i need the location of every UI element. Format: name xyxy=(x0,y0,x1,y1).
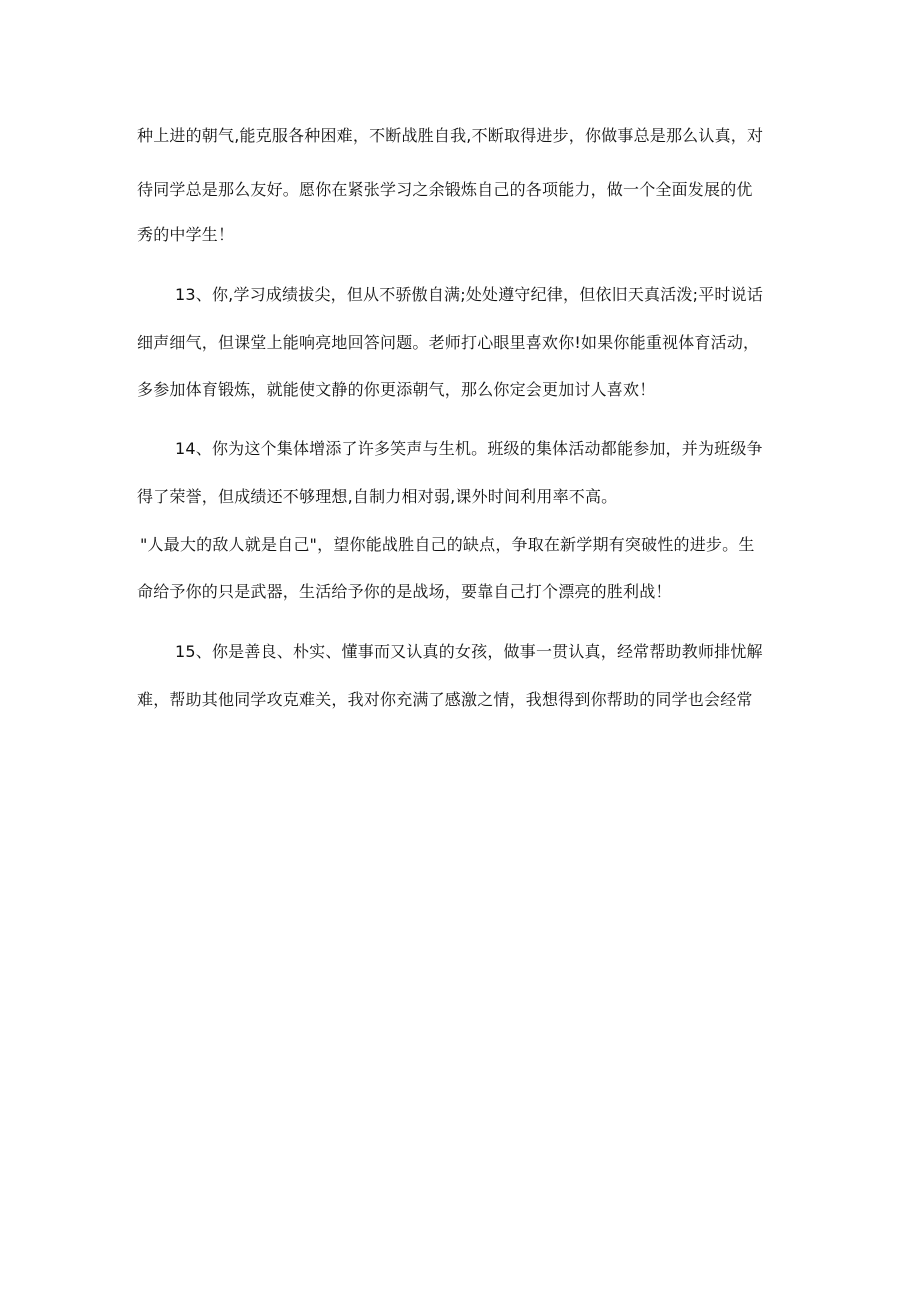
text-line: 待同学总是那么友好。愿你在紧张学习之余锻炼自己的各项能力，做一个全面发展的优 xyxy=(137,180,753,199)
text-line: 13、你,学习成绩拔尖，但从不骄傲自满;处处遵守纪律，但依旧天真活泼;平时说话 xyxy=(175,285,764,304)
text-line: 命给予你的只是武器，生活给予你的是战场，要靠自己打个漂亮的胜利战！ xyxy=(137,582,672,601)
text-line: 多参加体育锻炼，就能使文静的你更添朝气，那么你定会更加讨人喜欢！ xyxy=(137,380,656,399)
text-line: 15、你是善良、朴实、懂事而又认真的女孩，做事一贯认真，经常帮助教师排忧解 xyxy=(175,642,763,661)
text-line: 14、你为这个集体增添了许多笑声与生机。班级的集体活动都能参加，并为班级争 xyxy=(175,439,763,458)
text-line: 种上进的朝气,能克服各种困难，不断战胜自我,不断取得进步，你做事总是那么认真，对 xyxy=(137,126,764,145)
text-line: 细声细气，但课堂上能响亮地回答问题。老师打心眼里喜欢你!如果你能重视体育活动， xyxy=(137,333,760,352)
text-line: 秀的中学生！ xyxy=(137,225,235,244)
text-line: "人最大的敌人就是自己"，望你能战胜自己的缺点，争取在新学期有突破性的进步。生 xyxy=(140,535,755,554)
text-line: 难，帮助其他同学攻克难关，我对你充满了感激之情，我想得到你帮助的同学也会经常 xyxy=(137,690,753,709)
text-line: 得了荣誉，但成绩还不够理想,自制力相对弱,课外时间利用率不高。 xyxy=(137,487,618,506)
